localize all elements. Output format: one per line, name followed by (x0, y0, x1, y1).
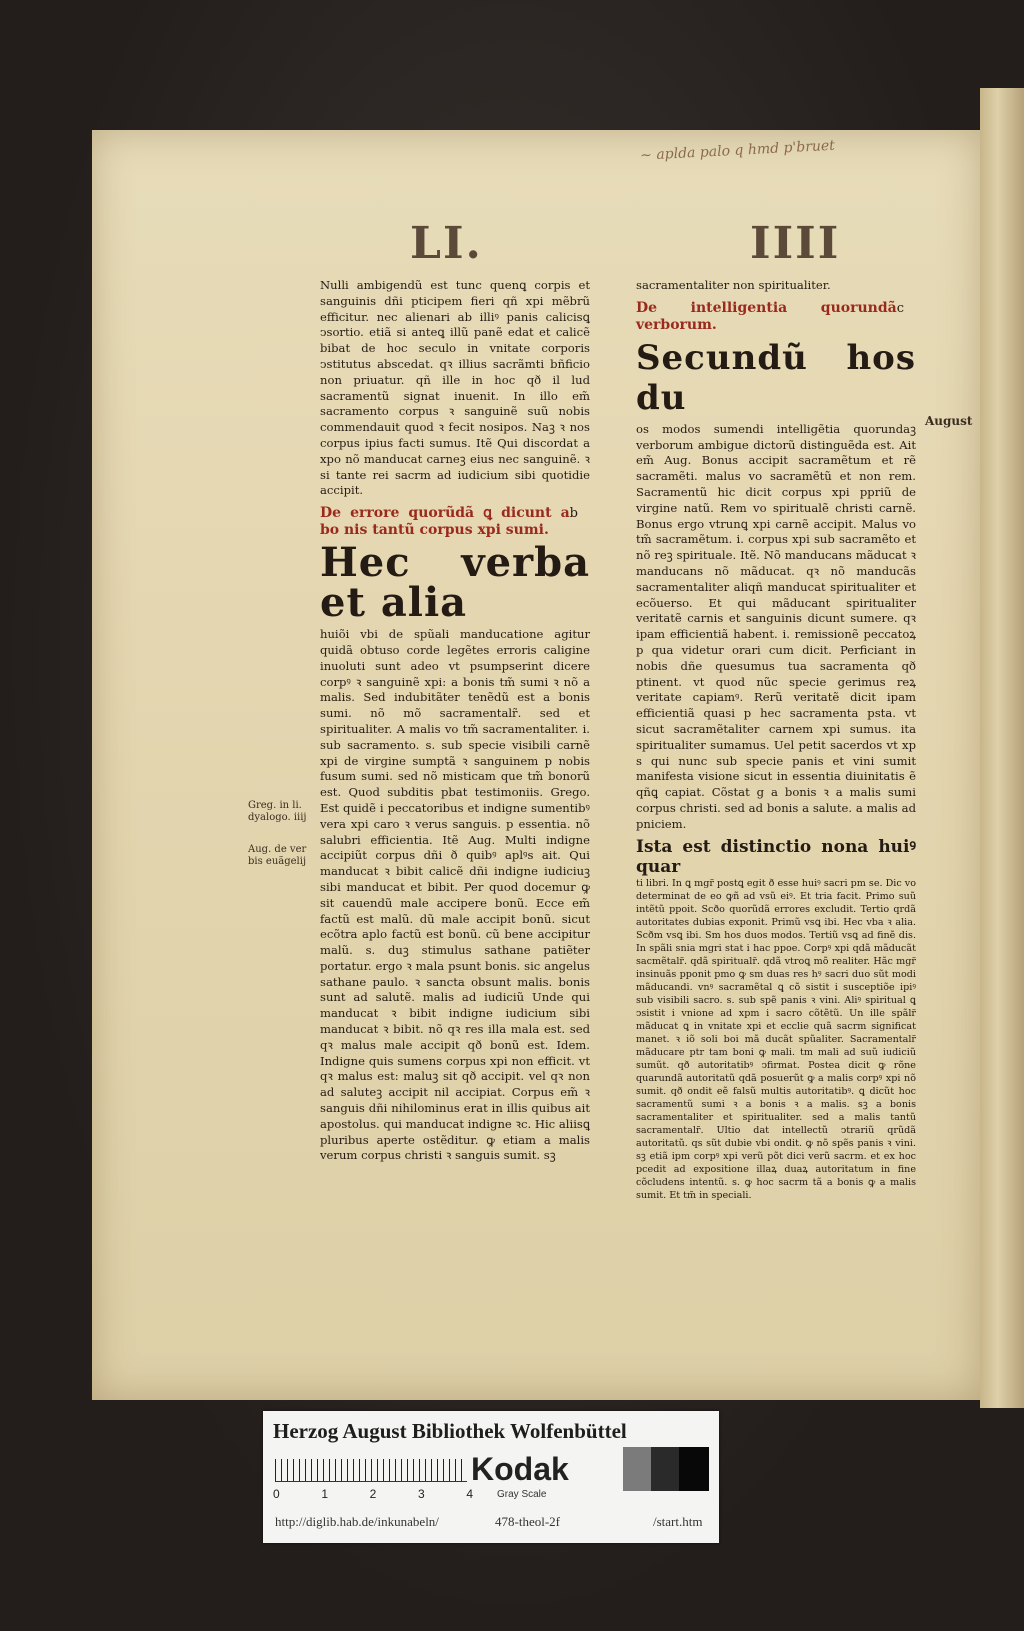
left-heading-text: De errore quorũdã ꝗ dicunt a bo nis tantũ corpus xpi sumi. (320, 505, 570, 539)
next-page-edge (980, 88, 1024, 1408)
right-section-heading: Ista est distinctio nona huiꝰ quar (636, 836, 916, 877)
ruler-numbers (273, 1487, 473, 1501)
gray-scale-caption: Gray Scale (497, 1489, 547, 1500)
right-large-initial-line: Secundũ hos du (636, 337, 916, 418)
right-heading-letter: c (896, 300, 904, 316)
gray-patch-black (679, 1447, 709, 1491)
ruler-number: 4 (466, 1487, 473, 1501)
right-margin-note: August (925, 414, 973, 428)
label-shelfmark: 478-theol-2f (495, 1514, 560, 1529)
right-paragraph-3: ti libri. In ꝗ mgr̃ postꝗ egit ð esse huiꝰ sacri pm se. Dic vo determinat de eo ꝙñ ad vsũ eiꝰ. Et tria facit. Primo suũ intẽtũ ppoit. Scðo quorũdã errores excludit. Tertio qrdã autoritates dubias exponit. Primũ vsꝗ ibi. Hec vba ꝛ alia. Scðm vsꝗ ibi. Sm hos duos modos. Tertiũ vsꝗ ad finẽ dis. In spãli snia mgri stat i hac ppoe. Corpꝰ xpi qdã mãducãt sacmẽtalr̃. qdã spiritualr̃. qdã vtroꝗ mõ realiter. Hãc mgr̃ insinuãs pponit pmo ꝙ sm duas res hꝰ sacri duo sũt modi mãducandi. vnꝰ sacramẽtal ꝗ cõ sistit i susceptiõe ipiꝰ sub visibili sacro. s. sub spẽ panis ꝛ vini. Aliꝰ spiritual ꝗ ↄsistit i vnione ad xpm i sacro cõtẽtũ. Un ille spãlr̃ mãducat ꝗ in vnitate xpi et ecclie quã sacrm significat manet. ꝛ iõ soli boi mã ducãt spũaliter. Sacramentalr̃ mãducare ptr tam boni ꝙ mali. tm mali ad suũ iudiciũ sumũt. qð autoritatibꝰ ↄfirmat. Postea dicit ꝙ rõne quarundã autoritatũ qdã posuerũt ꝙ a malis corpꝰ xpi nõ sumit. qð ondit eẽ falsũ multis autoritatibꝰ. ꝗ dicũt hoc sacramentũ sumi ꝛ a bonis ꝛ a malis. sꝫ a bonis sacramentaliter et spiritualiter. sed a malis tantũ sacramentalr̃. Ultio dat intellectũ ↄtrariũ qrũdã autoritatũ. qs sũt dubie vbi ondit. ꝙ nõ spẽs panis ꝛ vini. sꝫ etiã ipm corpꝰ xpi verũ põt dici verũ sacrm. et ex hoc pcedit ad expositione illaꝝ duaꝝ autoritatum in fine cõcludens intentũ. s. ꝙ hoc sacrm tã a bonis ꝙ a malis sumit. Et tm̃ in speciali. (636, 877, 916, 1201)
right-heading-text: De intelligentia quorundã verborum. (636, 299, 897, 333)
right-rubric-heading (636, 300, 916, 334)
label-start-page: /start.htm (653, 1514, 703, 1529)
ruler-number: 2 (369, 1487, 377, 1501)
left-paragraph-1: Nulli ambigendũ est tunc quenꝗ corpis et sanguinis dñi pticipem fieri qñ xpi mẽbrũ efficitur. nec alienari ab illiꝰ panis calicisꝗ ↄsortio. etiã si anteꝗ illũ panẽ edat et calicẽ bibat de hoc seculo in vnitate corporis ↄstitutus abscedat. qꝛ illius sacrãmti bñficio non priuatur. qñ ille in hoc qð il lud sacramentũ signat inuenit. In illo em̃ sacramento corpus ꝛ sanguinẽ suũ nobis commendauit quod ꝛ fecit nosipos. Naꝫ ꝛ nos corpus ipius facti sumus. Itẽ Qui discordat a xpo nõ manducat carneꝫ eius nec sanguinẽ. ꝛ si tante rei sacrm ad iudicium sibi quotidie accipit. (320, 278, 590, 498)
ruler-number: 1 (321, 1487, 329, 1501)
scale-ruler (275, 1459, 467, 1482)
right-paragraph-1: sacramentaliter non spiritualiter. (636, 278, 831, 292)
left-large-initial-line: Hec verba et alia (320, 539, 590, 627)
handwritten-note: ~ aplda palo q hmd p'bruet (639, 137, 836, 164)
folio-number-left: LI. (410, 218, 483, 269)
ruler-number: 0 (273, 1487, 280, 1501)
gray-patch-mid (623, 1447, 651, 1491)
ruler-number: 3 (417, 1487, 425, 1501)
right-text-column (636, 278, 916, 1206)
left-heading-letter: b (569, 506, 578, 522)
kodak-logo: Kodak (471, 1451, 569, 1487)
library-scan-label (263, 1411, 719, 1543)
margin-note-aug: Aug. de ver bis euãgelij (248, 844, 307, 867)
label-url: http://diglib.hab.de/inkunabeln/ (275, 1514, 439, 1529)
left-text-column (320, 278, 590, 1168)
left-rubric-heading (320, 505, 590, 539)
library-title: Herzog August Bibliothek Wolfenbüttel (273, 1419, 627, 1443)
gray-patch-dark (651, 1447, 679, 1491)
right-paragraph-2: os modos sumendi intelligẽtia quorundaꝫ verborum ambigue dictorũ distinguẽda est. Ait em̃ Aug. Bonus accipit sacramẽtum et rẽ sacramẽti. malus vo sacramẽtũ et non rem. Sacramentũ hic dicit corpus xpi ppriũ de virgine natũ. Rem vo spiritualẽ christi carnẽ. Bonus ergo vtrunꝗ xpi carnẽ accipit. Malus vo tm̃ sacramẽtum. i. corpus xpi sub sacramẽto et nõ reꝫ spirituale. Itẽ. Nõ manducans mãducat ꝛ manducans nõ mãducat. qꝛ nõ manducãs sacramentaliter aliqñ manducat spiritualiter et ecõuerso. Et qui mãducant spiritualiter veritatẽ carnis et sanguinis dicunt sumere. qꝛ ipam efficientiã habent. i. remissionẽ peccatoꝝ p qua videtur orari cum dicit. Perficiant in nobis dñe quesumus tua sacramenta qð ptinent. vt quod nũc specie gerimus reꝝ veritate capiamꝰ. Rerũ veritatẽ dicit ipam efficientiã quasi p hec sacramenta psta. vt sicut sacramẽtaliter carnem xpi sumus. ita spiritualiter sumamus. Uel petit sacerdos vt xp s qui nunc sub specie panis et vini sumit manifesta visione sicut in essentia diuinitatis ẽ qñꝗ capiat. Cõstat g a bonis ꝛ a malis sumi corpus christi. sed ad bonis a salute. a malis ad pniciem. (636, 421, 916, 831)
margin-note-greg: Greg. in li. dyalogo. iiij (248, 800, 307, 823)
folio-number-right: IIII (750, 218, 841, 269)
left-paragraph-2: huiõi vbi de spũali manducatione agitur quidã obtuso corde legẽtes erroris caligine inuoluti sunt adeo vt psumpserint dicere corpꝰ ꝛ sanguinẽ xpi: a bonis tm̃ sumi ꝛ nõ a malis. Sed indubitãter tenẽdũ est a bonis sumi. nõ mõ sacramentalr̃. sed et spiritualiter. A malis vo tm̃ sacramentaliter. i. sub sacramento. s. sub specie visibili carnẽ xpi de virgine sumptã ꝛ sanguinem p nobis fusum sumi. sed nõ misticam que tm̃ bonorũ est. Quod subditis pbat testimoniis. Grego. Est quidẽ i peccatoribus et indigne sumentibꝰ vera xpi caro ꝛ verus sanguis. p essentia. nõ salubri efficientia. Itẽ Aug. Multi indigne accipiũt corpus dñi ð quibꝰ aplꝰs ait. Qui manducat ꝛ bibit calicẽ dñi indigne iudiciuꝫ sibi manducat et bibit. Per quod docemur ꝙ sit cauendũ male accipere bonũ. Ecce em̃ factũ est malũ. dũ male accipit bonũ. sicut ecõtra aplo factũ est bonũ. cũ bene accipitur malũ. s. duꝫ stimulus sathane patiẽter portatur. ergo ꝛ mala psunt bonis. sic angelus sathane paulo. ꝛ sancta obsunt malis. bonis sunt ad salutẽ. malis ad iudiciũ Unde qui manducat ꝛ bibit indigne iudicium sibi manducat ꝛ bibit. nõ qꝛ res illa mala est. sed qꝛ malus male accipit qð bonũ est. Idem. Indigne quis sumens corpus xpi non efficit. vt qꝛ malus est: maluꝫ sit qð accipit. vel qꝛ non ad saluteꝫ accipit nil accipiat. Corpus em̃ ꝛ sanguis dñi nihilominus erat in illis quibus ait apostolus. qui manducat indigne ꝛc. Hic aliisꝗ pluribus aperte ostẽditur. ꝙ etiam a malis verum corpus christi ꝛ sanguis sumit. sꝫ (320, 627, 590, 1163)
